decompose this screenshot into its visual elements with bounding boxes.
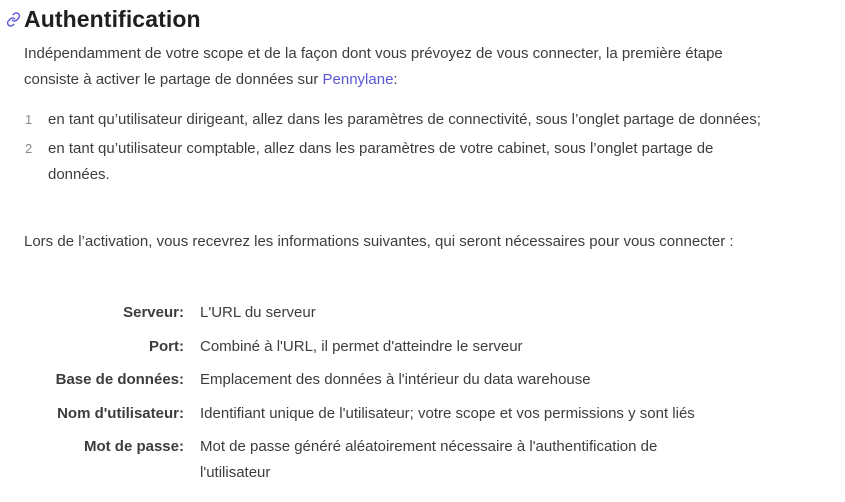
list-item-number: 2: [25, 141, 33, 156]
intro-text: Indépendamment de votre scope et de la façon dont vous prévoyez de vous connecter, la première étape consiste à activer le partage de données sur: [24, 45, 723, 88]
activation-paragraph: Lors de l’activation, vous recevrez les informations suivantes, qui seront nécessaires pour vous connecter :: [24, 233, 734, 250]
list-item-text: en tant qu’utilisateur dirigeant, allez dans les paramètres de connectivité, sous l’onglet partage de données;: [48, 111, 761, 128]
definition-term: Serveur:: [123, 304, 184, 321]
definition-row-mot-de-passe: [0, 434, 845, 486]
definition-description: Emplacement des données à l'intérieur du data warehouse: [200, 371, 591, 388]
definition-description: Combiné à l'URL, il permet d'atteindre le serveur: [200, 337, 523, 355]
definition-term: Base de données:: [55, 371, 184, 388]
section-heading: [4, 6, 201, 33]
definition-description: L'URL du serveur: [200, 304, 316, 321]
definition-row-serveur: [0, 300, 845, 326]
list-item: [24, 107, 764, 133]
definition-term: Port:: [149, 337, 184, 355]
list-item: [24, 136, 764, 188]
list-item-text: en tant qu’utilisateur comptable, allez dans les paramètres de votre cabinet, sous l’onglet partage de données.: [48, 140, 714, 183]
definition-list: [0, 300, 845, 494]
definition-description: Identifiant unique de l'utilisateur; votre scope et vos permissions y sont liés: [200, 404, 695, 422]
list-item-number: 1: [25, 112, 33, 127]
page-title: Authentification: [24, 6, 201, 32]
steps-list: [24, 107, 764, 191]
definition-description: Mot de passe généré aléatoirement nécessaire à l'authentification de l'utilisateur: [200, 438, 658, 481]
intro-paragraph: [24, 41, 764, 93]
definition-row-base-de-donnees: [0, 367, 845, 393]
definition-term: Mot de passe:: [83, 438, 184, 455]
intro-text-end: :: [393, 71, 398, 88]
definition-row-nom-utilisateur: [0, 401, 845, 427]
pennylane-link[interactable]: Pennylane: [322, 71, 394, 88]
definition-term: Nom d'utilisateur:: [57, 404, 184, 422]
definition-row-port: [0, 334, 845, 360]
link-icon[interactable]: [4, 11, 22, 29]
